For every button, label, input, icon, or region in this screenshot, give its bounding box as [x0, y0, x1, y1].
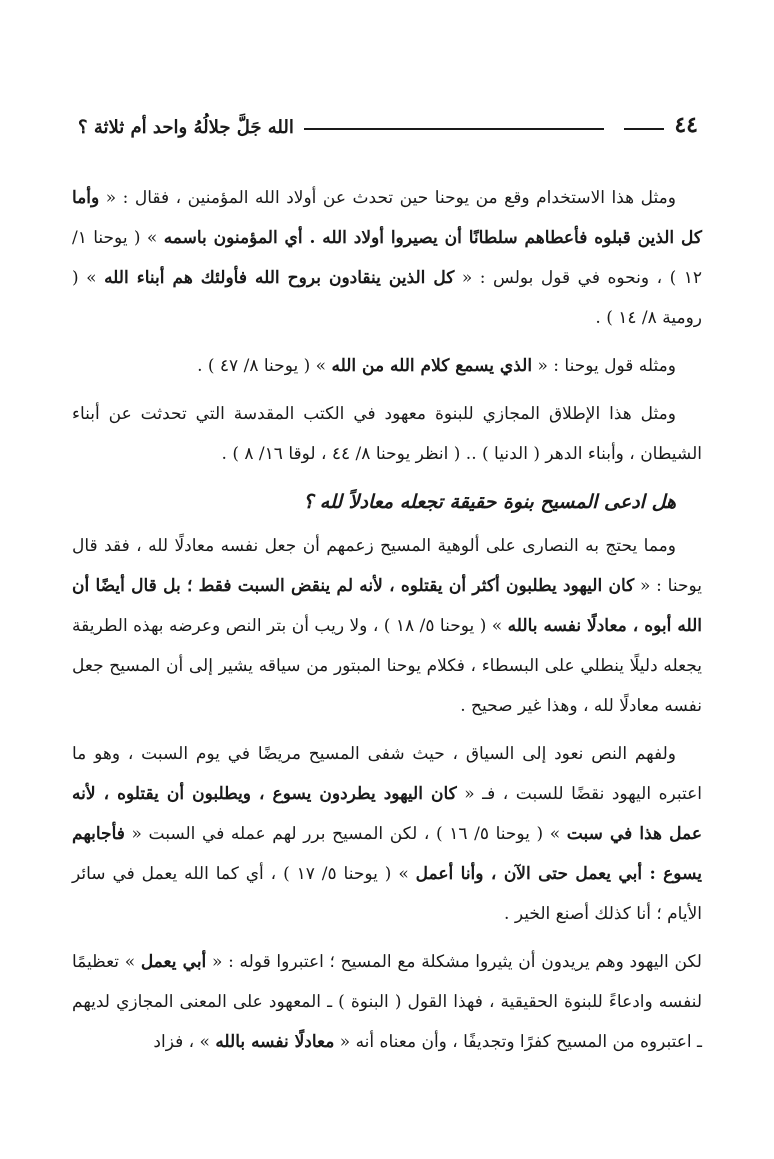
text: ومثل هذا الاستخدام وقع من يوحنا حين تحدث عن أولاد الله المؤمنين ، فقال : «: [99, 188, 676, 208]
paragraph-5: [72, 734, 702, 934]
paragraph-3: [72, 394, 702, 474]
bold-quote: وأما كل الذين قبلوه فأعطاهم سلطانًا أن يصيروا أولاد الله . أي المؤمنون باسمه: [72, 188, 702, 248]
text: ولفهم النص نعود إلى السياق ، حيث شفى المسيح مريضًا في يوم السبت ، وهو ما اعتبره اليهود نقضًا للسبت ، فـ «: [72, 744, 702, 804]
page-header: [78, 104, 698, 138]
text: ومثله قول يوحنا : «: [532, 356, 676, 376]
bold-quote: فأجابهم يسوع : أبي يعمل حتى الآن ، وأنا أعمل: [72, 824, 702, 884]
text: » ( يوحنا ١/ ١٢ ) ، ونحوه في قول بولس : «: [72, 228, 702, 288]
text: » ( يوحنا ٥/ ١٦ ) ، لكن المسيح برر لهم عمله في السبت «: [124, 824, 567, 844]
bold-quote: كان اليهود يطردون يسوع ، ويطلبون أن يقتلوه ، لأنه عمل هذا في سبت: [72, 784, 702, 844]
running-title: الله جَلَّ جلالُهُ واحد أم ثلاثة ؟: [78, 117, 294, 138]
bold-quote: كان اليهود يطلبون أكثر أن يقتلوه ، لأنه لم ينقض السبت فقط ؛ بل قال أيضًا أن الله أبوه ، معادلًا نفسه بالله: [72, 576, 702, 636]
paragraph-4: [72, 526, 702, 726]
page-body: [72, 178, 702, 1070]
text: » تعظيمًا لنفسه وادعاءً للبنوة الحقيقية ، فهذا القول ( البنوة ) ـ المعهود على المعنى المجازي لديهم ـ اعتبروه من المسيح كفرًا وتجديفًا ، وأن معناه أنه «: [72, 952, 702, 1052]
text: لكن اليهود وهم يريدون أن يثيروا مشكلة مع المسيح ؛ اعتبروا قوله : «: [206, 952, 702, 972]
paragraph-1: [72, 178, 702, 338]
text: » ( يوحنا ٨/ ٤٧ ) .: [197, 356, 332, 376]
paragraph-6: [72, 942, 702, 1062]
paragraph-2: [72, 346, 702, 386]
text: ومثل هذا الإطلاق المجازي للبنوة معهود في الكتب المقدسة التي تحدثت عن أبناء الشيطان ، وأبناء الدهر ( الدنيا ) .. ( انظر يوحنا ٨/ ٤٤ ، لوقا ١٦/ ٨ ) .: [72, 404, 702, 464]
section-heading: هل ادعى المسيح بنوة حقيقة تجعله معادلاً لله ؟: [303, 491, 676, 513]
bold-quote: كل الذين ينقادون بروح الله فأولئك هم أبناء الله: [104, 268, 455, 288]
text: » ( رومية ٨/ ١٤ ) .: [72, 268, 702, 328]
text: » ( يوحنا ٥/ ١٧ ) ، أي كما الله يعمل في سائر الأيام ؛ أنا كذلك أصنع الخير .: [72, 864, 702, 924]
header-rule-long: [304, 128, 605, 130]
text: » ( يوحنا ٥/ ١٨ ) ، ولا ريب أن بتر النص وعرضه بهذه الطريقة يجعله دليلًا ينطلي على البسطاء ، فكلام يوحنا المبتور من سياقه يشير إلى أن المسيح جعل نفسه معادلًا لله ، وهذا غير صحيح .: [72, 616, 702, 716]
page-number: ٤٤: [674, 112, 698, 138]
bold-quote: الذي يسمع كلام الله من الله: [331, 356, 533, 376]
text: ومما يحتج به النصارى على ألوهية المسيح زعمهم أن جعل نفسه معادلًا لله ، فقد قال يوحنا : «: [72, 536, 702, 596]
bold-quote: معادلًا نفسه بالله: [215, 1032, 335, 1052]
header-rule-short: [624, 128, 664, 130]
text: » ، فزاد: [153, 1032, 216, 1052]
bold-quote: أبي يعمل: [140, 952, 207, 972]
